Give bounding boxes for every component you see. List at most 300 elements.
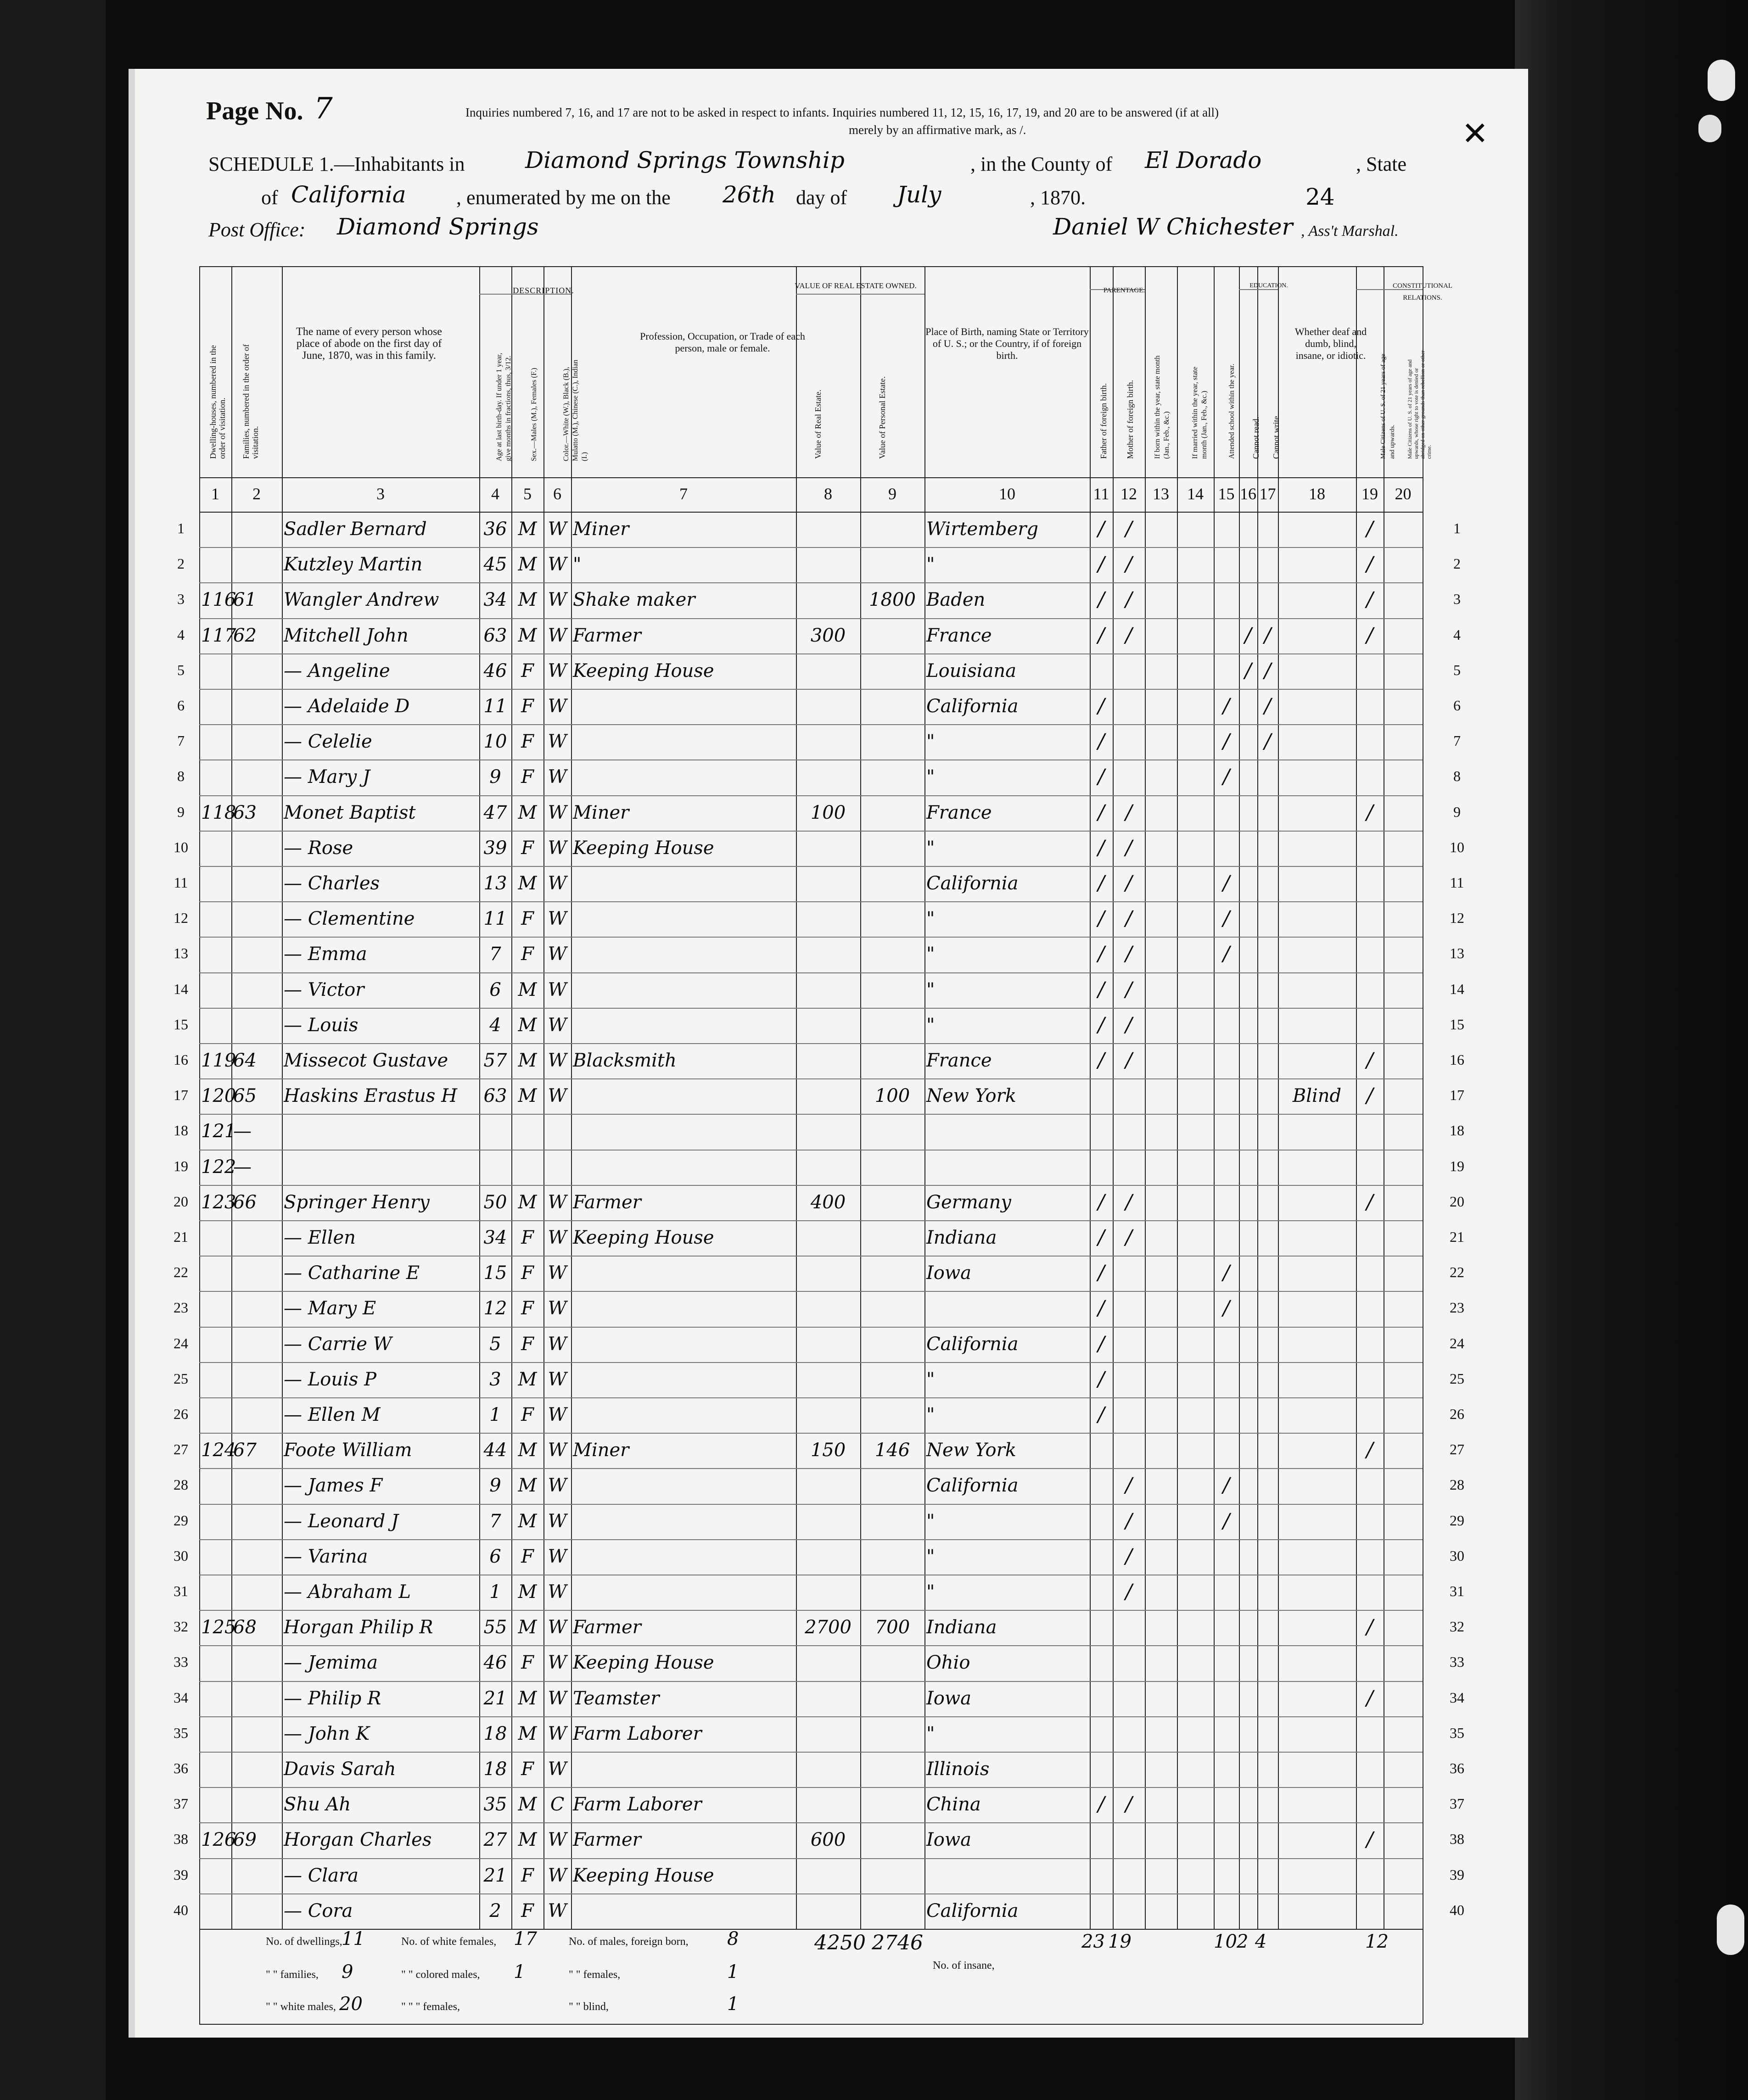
line-number-left: 18 — [174, 1122, 188, 1139]
sex: M — [518, 1794, 537, 1815]
header-attended-school: Attended school within the year. — [1228, 363, 1236, 459]
line-number-left: 3 — [177, 591, 185, 608]
sex: M — [518, 1085, 537, 1107]
color: W — [548, 1723, 567, 1744]
occupation: Keeping House — [573, 1652, 714, 1674]
state: California — [291, 181, 406, 208]
occupation: Farm Laborer — [573, 1794, 702, 1815]
sex: M — [518, 1510, 537, 1532]
row-rule — [199, 1822, 1423, 1823]
dwelling-number: 126 — [201, 1829, 236, 1851]
person-name: — Catharine E — [284, 1262, 420, 1284]
column-number: 20 — [1395, 485, 1412, 503]
person-name: Shu Ah — [284, 1794, 351, 1815]
occupation: Keeping House — [573, 1227, 714, 1248]
male-citizen-mark: / — [1366, 1615, 1373, 1639]
sex: M — [518, 1723, 537, 1744]
line-number-right: 18 — [1450, 1122, 1464, 1139]
line-number-right: 16 — [1450, 1051, 1464, 1068]
header-value-group: VALUE OF REAL ESTATE OWNED. — [795, 281, 917, 290]
cannot-write-mark: / — [1264, 694, 1271, 718]
line-number-right: 32 — [1450, 1618, 1464, 1635]
color: W — [548, 519, 567, 540]
male-citizen-mark: / — [1366, 1686, 1373, 1710]
color: W — [548, 554, 567, 575]
row-rule — [199, 831, 1423, 832]
color: W — [548, 1227, 567, 1248]
line-number-left: 40 — [174, 1901, 188, 1918]
cannot-read-total: 2 — [1237, 1931, 1249, 1952]
occupation: Shake maker — [573, 589, 695, 611]
person-name: — Charles — [284, 873, 380, 894]
column-number: 12 — [1121, 485, 1137, 503]
father-foreign-mark: / — [1098, 1013, 1105, 1037]
father-foreign-mark: / — [1098, 836, 1105, 860]
father-foreign-mark: / — [1098, 1261, 1105, 1285]
column-number: 11 — [1093, 485, 1109, 503]
row-rule — [199, 937, 1423, 938]
row-rule — [199, 1043, 1423, 1044]
occupation: Farmer — [573, 1829, 641, 1851]
sex: M — [518, 554, 537, 575]
place-of-birth: " — [926, 1368, 935, 1390]
male-citizen-mark: / — [1366, 553, 1373, 576]
age: 50 — [483, 1191, 507, 1213]
age: 39 — [483, 837, 507, 859]
father-foreign-mark: / — [1098, 907, 1105, 931]
place-of-birth: " — [926, 1510, 935, 1532]
father-foreign-mark: / — [1098, 765, 1105, 789]
sex: F — [521, 1227, 534, 1248]
attended-school-mark: / — [1223, 694, 1230, 718]
row-rule — [199, 1787, 1423, 1788]
header-bottom-rule — [199, 477, 1423, 478]
sex: M — [518, 1368, 537, 1390]
line-number-left: 16 — [174, 1051, 188, 1068]
place-of-birth: France — [926, 1050, 992, 1071]
color: W — [548, 1085, 567, 1107]
age: 3 — [489, 1368, 501, 1390]
age: 6 — [489, 1546, 501, 1567]
males-foreign-label: No. of males, foreign born, — [569, 1936, 689, 1948]
column-rule — [479, 266, 480, 1929]
cannot-write-mark: / — [1264, 623, 1271, 647]
color: W — [548, 1404, 567, 1425]
line-number-right: 20 — [1450, 1193, 1464, 1210]
line-number-left: 10 — [174, 838, 188, 855]
of-label: of — [261, 186, 278, 209]
row-rule — [199, 689, 1423, 690]
color: W — [548, 1759, 567, 1780]
line-number-right: 27 — [1450, 1441, 1464, 1458]
age: 4 — [489, 1014, 501, 1036]
male-citizen-mark: / — [1366, 1828, 1373, 1852]
row-rule — [199, 1114, 1423, 1115]
line-number-left: 39 — [174, 1866, 188, 1883]
family-number: — — [233, 1156, 252, 1178]
row-rule — [199, 1078, 1423, 1079]
line-number-right: 36 — [1450, 1760, 1464, 1776]
color: W — [548, 1475, 567, 1497]
line-number-left: 31 — [174, 1583, 188, 1599]
occupation: Miner — [573, 802, 629, 823]
sex: F — [521, 1865, 534, 1886]
mother-foreign-mark: / — [1125, 1226, 1132, 1249]
column-number: 4 — [491, 485, 499, 503]
line-number-right: 33 — [1450, 1653, 1464, 1670]
scan-edge-mark — [1708, 60, 1735, 101]
row-rule — [199, 1504, 1423, 1505]
mother-foreign-mark: / — [1125, 1544, 1132, 1568]
male-citizen-mark: / — [1366, 1084, 1373, 1108]
dwelling-number: 123 — [201, 1191, 236, 1213]
occupation: Keeping House — [573, 660, 714, 681]
line-number-right: 38 — [1450, 1831, 1464, 1848]
place-of-birth: California — [926, 1333, 1019, 1355]
line-number-right: 28 — [1450, 1476, 1464, 1493]
occupation: " — [573, 554, 582, 575]
age: 13 — [483, 873, 507, 894]
family-number: 61 — [233, 589, 257, 611]
sex: M — [518, 1191, 537, 1213]
column-rule — [1177, 266, 1178, 1929]
age: 9 — [489, 766, 501, 788]
age: 45 — [483, 554, 507, 575]
row-rule — [199, 1150, 1423, 1151]
header-constitutional: CONSTITUTIONAL RELATIONS. — [1393, 282, 1452, 302]
male-citizen-mark: / — [1366, 800, 1373, 824]
header-real-estate: Value of Real Estate. — [813, 390, 823, 459]
column-rule — [1257, 266, 1258, 1929]
father-foreign-mark: / — [1098, 1367, 1105, 1391]
mother-foreign-mark: / — [1125, 553, 1132, 576]
father-foreign-mark: / — [1098, 942, 1105, 966]
age: 46 — [483, 1652, 507, 1674]
line-number-right: 31 — [1450, 1583, 1464, 1599]
place-of-birth: Iowa — [926, 1829, 971, 1851]
line-number-left: 20 — [174, 1193, 188, 1210]
post-office: Diamond Springs — [337, 213, 539, 240]
white-males-label: " " white males, — [266, 2001, 336, 2013]
group-rule — [796, 294, 924, 295]
sex: M — [518, 873, 537, 894]
column-number: 17 — [1259, 485, 1276, 503]
father-foreign-mark: / — [1098, 1403, 1105, 1426]
header-male-citizens: Male Citizens of U. S. of 21 years of age and upwards. — [1380, 354, 1396, 459]
line-number-right: 12 — [1450, 910, 1464, 927]
male-citizen-mark: / — [1366, 1049, 1373, 1072]
father-foreign-mark: / — [1098, 871, 1105, 895]
column-number: 1 — [211, 485, 219, 503]
place-of-birth: California — [926, 873, 1019, 894]
family-number: 68 — [233, 1617, 257, 1638]
attended-school-mark: / — [1223, 907, 1230, 931]
place-of-birth: Iowa — [926, 1262, 971, 1284]
real-estate-value: 300 — [810, 625, 846, 646]
column-number: 3 — [376, 485, 385, 503]
mother-foreign-mark: / — [1125, 1509, 1132, 1533]
person-name: — James F — [284, 1475, 383, 1497]
row-rule — [199, 1468, 1423, 1469]
row-rule — [199, 724, 1423, 725]
real-estate-value: 150 — [810, 1440, 846, 1461]
sex: M — [518, 1440, 537, 1461]
mother-foreign-total: 19 — [1108, 1931, 1132, 1952]
sex: M — [518, 1581, 537, 1603]
age: 7 — [489, 1510, 501, 1532]
row-rule — [199, 582, 1423, 583]
age: 36 — [483, 519, 507, 540]
person-name: Haskins Erastus H — [284, 1085, 457, 1107]
age: 5 — [489, 1333, 501, 1355]
mother-foreign-mark: / — [1125, 1190, 1132, 1214]
line-number-left: 9 — [177, 803, 185, 820]
column-rule — [199, 1929, 200, 2024]
color: W — [548, 766, 567, 788]
column-number: 6 — [553, 485, 561, 503]
margin-x-mark: ✕ — [1462, 115, 1489, 152]
dwellings-label: No. of dwellings, — [266, 1936, 342, 1948]
line-number-left: 27 — [174, 1441, 188, 1458]
column-rule — [1239, 266, 1240, 1929]
white-females-total: 17 — [514, 1928, 537, 1949]
real-estate-value: 600 — [810, 1829, 846, 1851]
person-name: — Philip R — [284, 1687, 381, 1709]
place-of-birth: " — [926, 1404, 935, 1425]
day-of-label: day of — [796, 186, 847, 209]
row-rule — [199, 866, 1423, 867]
color: W — [548, 1652, 567, 1674]
occupation: Farmer — [573, 1617, 641, 1638]
row-rule — [199, 1008, 1423, 1009]
column-rule — [199, 266, 200, 1929]
header-name: The name of every person whose place of abode on the first day of June, 1870, was in this family. — [296, 326, 442, 362]
place-of-birth: " — [926, 908, 935, 930]
place-of-birth: " — [926, 837, 935, 859]
color: W — [548, 1687, 567, 1709]
age: 21 — [483, 1865, 507, 1886]
schedule-label: SCHEDULE 1.—Inhabitants in — [208, 153, 465, 175]
dwelling-number: 119 — [201, 1050, 236, 1071]
line-number-left: 21 — [174, 1229, 188, 1245]
line-number-right: 29 — [1450, 1512, 1464, 1529]
age: 2 — [489, 1900, 501, 1921]
column-rule — [511, 266, 512, 1929]
row-rule — [199, 901, 1423, 902]
sex: M — [518, 1687, 537, 1709]
color: W — [548, 908, 567, 930]
person-name: — Carrie W — [284, 1333, 392, 1355]
sex: F — [521, 1652, 534, 1674]
line-number-right: 22 — [1450, 1264, 1464, 1281]
dwelling-number: 118 — [201, 802, 236, 823]
occupation: Farmer — [573, 1191, 641, 1213]
column-number: 15 — [1218, 485, 1235, 503]
father-foreign-mark: / — [1098, 553, 1105, 576]
line-number-right: 15 — [1450, 1016, 1464, 1033]
column-number: 19 — [1361, 485, 1378, 503]
color: W — [548, 837, 567, 859]
dwellings-total: 11 — [342, 1928, 365, 1949]
header-education: EDUCATION. — [1249, 282, 1288, 289]
column-rule — [1113, 266, 1114, 1929]
cannot-write-mark: / — [1264, 659, 1271, 682]
sex: F — [521, 1262, 534, 1284]
person-name: — Ellen — [284, 1227, 356, 1248]
mother-foreign-mark: / — [1125, 588, 1132, 612]
mother-foreign-mark: / — [1125, 1049, 1132, 1072]
line-number-left: 1 — [177, 520, 185, 536]
totals-bottom-rule — [199, 2024, 1423, 2025]
father-foreign-total: 23 — [1081, 1931, 1105, 1952]
color: W — [548, 1333, 567, 1355]
line-number-left: 5 — [177, 661, 185, 678]
line-number-right: 37 — [1450, 1795, 1464, 1812]
dwelling-number: 117 — [201, 625, 236, 646]
header-cannot-read: Cannot read. — [1251, 417, 1261, 459]
families-total: 9 — [342, 1961, 353, 1983]
column-rule — [1214, 266, 1215, 1929]
line-number-left: 29 — [174, 1512, 188, 1529]
line-number-right: 25 — [1450, 1370, 1464, 1387]
page-label: Page No. — [206, 97, 303, 125]
dwelling-number: 116 — [201, 589, 236, 611]
father-foreign-mark: / — [1098, 1332, 1105, 1356]
father-foreign-mark: / — [1098, 623, 1105, 647]
column-number: 18 — [1309, 485, 1325, 503]
father-foreign-mark: / — [1098, 517, 1105, 541]
occupation: Blacksmith — [573, 1050, 677, 1071]
colored-males-label: " " colored males, — [401, 1969, 480, 1981]
line-number-left: 13 — [174, 945, 188, 962]
blind-label: " " blind, — [569, 2001, 609, 2013]
person-name: Horgan Philip R — [284, 1617, 433, 1638]
line-number-right: 21 — [1450, 1229, 1464, 1245]
line-number-left: 36 — [174, 1760, 188, 1776]
family-number: 63 — [233, 802, 257, 823]
cannot-read-mark: / — [1244, 659, 1252, 682]
person-name: — Victor — [284, 979, 364, 1000]
place-of-birth: " — [926, 1546, 935, 1567]
instructions-line-1: Inquiries numbered 7, 16, and 17 are not to be asked in respect to infants. Inquiries numbered 11, 12, 15, 16, 17, 19, and 20 are to be answered (if at all) — [465, 106, 1219, 119]
line-number-right: 39 — [1450, 1866, 1464, 1883]
father-foreign-mark: / — [1098, 800, 1105, 824]
marshal-name: Daniel W Chichester — [1053, 213, 1293, 240]
number-row-rule — [199, 512, 1423, 513]
person-name: Monet Baptist — [284, 802, 416, 823]
real-estate-value: 100 — [810, 802, 846, 823]
line-number-left: 38 — [174, 1831, 188, 1848]
column-number: 13 — [1153, 485, 1169, 503]
male-citizen-mark: / — [1366, 588, 1373, 612]
color: W — [548, 731, 567, 753]
header-place-of-birth: Place of Birth, naming State or Territory of U. S.; or the Country, if of foreign birth. — [925, 326, 1089, 361]
column-rule — [1356, 266, 1357, 1929]
sex: M — [518, 979, 537, 1000]
sex: M — [518, 1050, 537, 1071]
row-rule — [199, 618, 1423, 619]
age: 1 — [489, 1581, 501, 1603]
row-rule — [199, 547, 1423, 548]
line-number-right: 24 — [1450, 1335, 1464, 1352]
age: 21 — [483, 1687, 507, 1709]
line-number-left: 33 — [174, 1653, 188, 1670]
age: 63 — [483, 625, 507, 646]
sex: F — [521, 1333, 534, 1355]
father-foreign-mark: / — [1098, 977, 1105, 1001]
place-of-birth: " — [926, 1014, 935, 1036]
instructions-line-2: merely by an affirmative mark, as /. — [849, 123, 1026, 137]
person-name: Sadler Bernard — [284, 519, 427, 540]
place-of-birth: " — [926, 1581, 935, 1603]
dwelling-number: 125 — [201, 1617, 236, 1638]
male-citizens-total: 12 — [1365, 1931, 1389, 1952]
age: 18 — [483, 1759, 507, 1780]
line-number-right: 4 — [1453, 626, 1461, 643]
line-number-left: 35 — [174, 1724, 188, 1741]
marshal-label: , Ass't Marshal. — [1301, 223, 1399, 240]
cannot-write-total: 4 — [1255, 1931, 1267, 1952]
mother-foreign-mark: / — [1125, 800, 1132, 824]
males-foreign-total: 8 — [727, 1928, 739, 1949]
person-name: — Celelie — [284, 731, 372, 753]
age: 1 — [489, 1404, 501, 1425]
sex: M — [518, 1475, 537, 1497]
line-number-left: 30 — [174, 1547, 188, 1564]
colored-females-label: " " " females, — [401, 2001, 460, 2013]
sex: M — [518, 625, 537, 646]
line-number-right: 35 — [1450, 1724, 1464, 1741]
place-of-birth: California — [926, 1900, 1019, 1921]
age: 11 — [483, 696, 507, 717]
row-rule — [199, 1858, 1423, 1859]
color: W — [548, 1829, 567, 1851]
color: W — [548, 979, 567, 1000]
state-label: , State — [1356, 153, 1406, 175]
place-of-birth: New York — [926, 1440, 1016, 1461]
father-foreign-mark: / — [1098, 694, 1105, 718]
age: 63 — [483, 1085, 507, 1107]
father-foreign-mark: / — [1098, 730, 1105, 754]
mother-foreign-mark: / — [1125, 623, 1132, 647]
line-number-left: 19 — [174, 1157, 188, 1174]
place-of-birth: " — [926, 731, 935, 753]
row-rule — [199, 1433, 1423, 1434]
place-of-birth: China — [926, 1794, 981, 1815]
occupation: Teamster — [573, 1687, 660, 1709]
scan-edge-mark — [1717, 1905, 1744, 1955]
line-number-left: 7 — [177, 732, 185, 749]
attended-school-mark: / — [1223, 942, 1230, 966]
row-rule — [199, 1681, 1423, 1682]
age: 15 — [483, 1262, 507, 1284]
age: 10 — [483, 731, 507, 753]
age: 57 — [483, 1050, 507, 1071]
age: 44 — [483, 1440, 507, 1461]
disability: Blind — [1292, 1085, 1342, 1107]
sex: F — [521, 1546, 534, 1567]
age: 6 — [489, 979, 501, 1000]
sex: F — [521, 1759, 534, 1780]
age: 34 — [483, 589, 507, 611]
personal-estate-value: 1800 — [869, 589, 916, 611]
row-rule — [199, 1185, 1423, 1186]
place-of-birth: Indiana — [926, 1617, 997, 1638]
person-name: — Louis — [284, 1014, 359, 1036]
color: W — [548, 1900, 567, 1921]
color: W — [548, 802, 567, 823]
male-citizen-mark: / — [1366, 623, 1373, 647]
